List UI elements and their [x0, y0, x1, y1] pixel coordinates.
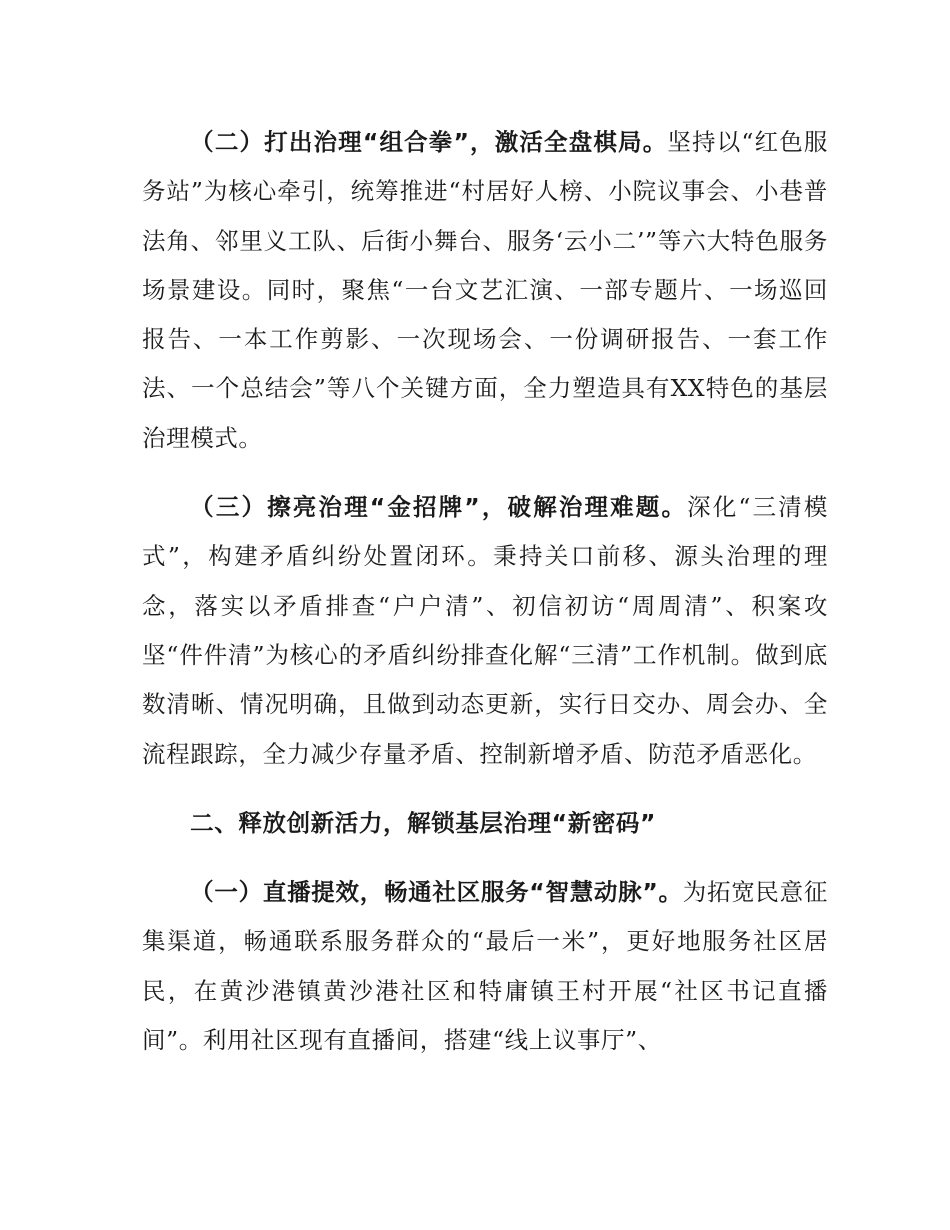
paragraph-heading: （一）直播提效，畅通社区服务“智慧动脉”。: [190, 878, 683, 907]
paragraph-heading: （二）打出治理“组合拳”，激活全盘棋局。: [190, 128, 668, 156]
section-title: 二、释放创新活力，解锁基层治理“新密码”: [190, 808, 657, 837]
paragraph-body: 坚持以“红色服务站”为核心牵引，统筹推进“村居好人榜、小院议事会、小巷普法角、邻里义工队、后街小舞台、服务‘云小二’”等六大特色服务场景建设。同时，聚焦“一台文艺汇演、一部专题片、一场巡回报告、一本工作剪影、一次现场会、一份调研报告、一套工作法、一个总结会”等八个关键方面，全力塑造具有XX特色的基层治理模式。: [142, 128, 829, 452]
document-page: [142, 118, 828, 1065]
paragraph-governance-combination: [142, 118, 828, 463]
paragraph-body: 深化“三清模式”，构建矛盾纠纷处置闭环。秉持关口前移、源头治理的理念，落实以矛盾排查“户户清”、初信初访“周周清”、积案攻坚“件件清”为核心的矛盾纠纷排查化解“三清”工作机制。做到底数清晰、情况明确，且做到动态更新，实行日交办、周会办、全流程跟踪，全力减少存量矛盾、控制新增矛盾、防范矛盾恶化。: [142, 493, 829, 768]
paragraph-golden-brand: [142, 483, 828, 779]
paragraph-heading: （三）擦亮治理“金招牌”，破解治理难题。: [190, 493, 688, 522]
paragraph-body: 为拓宽民意征集渠道，畅通联系服务群众的“最后一米”，更好地服务社区居民，在黄沙港镇黄沙港社区和特庸镇王村开展“社区书记直播间”。利用社区现有直播间，搭建“线上议事厅”、: [142, 878, 828, 1055]
paragraph-live-streaming: [142, 868, 828, 1065]
